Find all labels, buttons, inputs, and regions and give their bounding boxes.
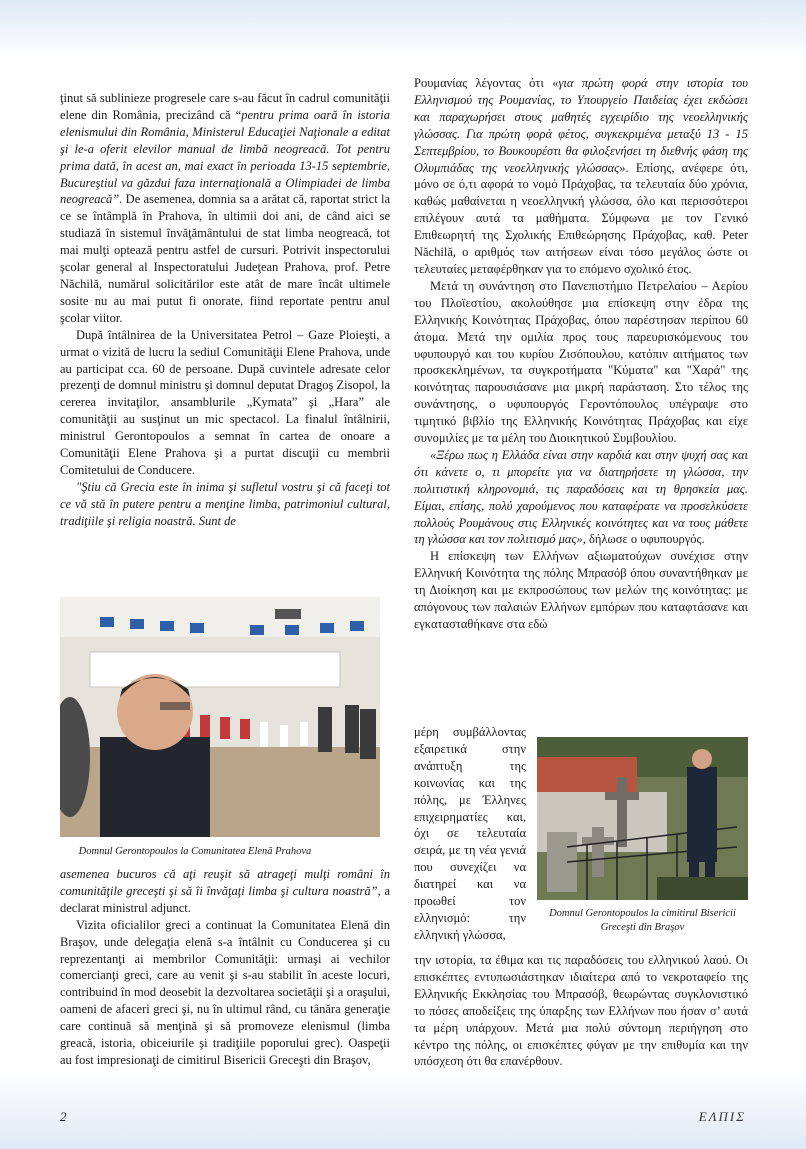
header-band: [0, 0, 806, 60]
page-number: 2: [60, 1109, 67, 1124]
left-column-bottom: [60, 866, 390, 1069]
paragraph: asemenea bucuros că aţi reuşit să atrageţi mulţi români în comunităţile greceşti şi să îi învăţaţi limba şi cultura noastră”, a declarat ministrul adjunct.: [60, 867, 390, 915]
photo-community-prahova-illustration: [60, 597, 380, 837]
paragraph: ţinut să sublinieze progresele care s-au făcut în cadrul comunităţii elene din România, precizând că “pentru prima oară în istoria elenismului din România, Ministerul Educaţiei Naţionale a editat şi le-a oferit elevilor manual de limbă neogreacă. Tot pentru prima dată, în acest an, mai exact în perioada 13-15 septembrie, Bucureştiul va găzdui faza internaţională a Olimpiadei de limba neogreacă”. De asemenea, domnia sa a arătat că, raportat strict la ce se întâmplă în Prahova, în ultimii doi ani, de când aici se studiază în sistemul învăţământului de stat limba neogreacă, tot mai mulţi optează pentru astfel de cursuri. Potrivit inspectorului şcolar general al Inspectoratului Judeţean Prahova, prof. Petre Năchilă, numărul solicitărilor este atât de mare încât ultimele sosite nu au mai putut fi onorate, fiind reportate pentru anul şcolar viitor.: [60, 91, 390, 325]
wrapped-text: [414, 724, 526, 944]
paragraph: Ρουμανίας λέγοντας ότι «για πρώτη φορά στην ιστορία του Ελληνισμού της Ρουμανίας, το Υπουργείο Παιδείας έχει εκδώσει και παραχωρήσει στους μαθητές εγχειρίδιο της νεοελληνικής γλώσσας. Για πρώτη φορά φέτος, συγκεκριμένα μεταξύ 13 - 15 Σεπτεμβρίου, το Βουκουρέστι θα φιλοξενήσει τη διεθνής φάση της Ολυμπιάδας της νεοελληνικής γλώσσας». Επίσης, ανέφερε ότι, μόνο σε ό,τι αφορά το νομό Πράχοβας, τα τελευταία δύο χρόνια, καθώς μαθαίνεται η νεοελληνική γλώσσα, όλο και περισσότεροι επιλέγουν αυτά τα μαθήματα. Σύμφωνα με τον Γενικό Επιθεωρητή της Σχολικής Επιθεώρησης Πράχοβας, καθ. Peter Năchilă, ο αριθμός των αιτήσεων είναι τόσο μεγάλος ώστε οι τελευταίες μεταφέρθηκαν για το επόμενο σχολικό έτος.: [414, 76, 748, 276]
photo-cemetery-brasov-illustration: [537, 737, 748, 900]
paragraph: Η επίσκεψη των Ελλήνων αξιωματούχων συνέχισε στην Ελληνική Κοινότητα της πόλης Μπρασόβ όπου συναντήθηκαν με τη Διοίκηση και με εκπροσώπους των μελών της κοινότητας: με απόγονους των παλαιών Ελλήνων εμπόρων που καταφτάσανε και εγκατασταθήκανε στα εδώ: [414, 549, 748, 631]
paragraph: După întâlnirea de la Universitatea Petrol – Gaze Ploieşti, a urmat o vizită de lucru la sediul Comunităţii Elene Prahova, unde au participat cca. 60 de persoane. După cuvintele adresate celor prezenţi de domnul ministru şi domnul deputat Dragoş Zisopol, la cererea invitaţilor, ansamblurile „Kymata” şi „Hara” ale comunităţii au susţinut un mic spectacol. La finalul întâlnirii, ministrul Gerontopoulos a semnat în cartea de onoare a Comunităţii Elene Prahova şi a purtat discuţii cu membrii Comitetului de Conducere.: [60, 327, 390, 477]
quote-paragraph: "Ştiu că Grecia este în inima şi sufletul vostru şi că faceţi tot ce vă stă în putere pentru a menţine limba, patrimoniul cultural, tradiţiile şi religia noastră. Sunt de: [60, 479, 390, 528]
photo-community-prahova: [60, 597, 380, 837]
photo-caption: Domnul Gerontopoulos la Comunitatea Elenă Prahova: [78, 846, 312, 857]
paragraph: την ιστορία, τα έθιμα και τις παραδόσεις του ελληνικού λαού. Οι επισκέπτες εντυπωσιάστηκαν ιδιαίτερα από το νεκροταφείο της Ελληνικής Εκκλησίας του Μπρασόβ, θεωρώντας συγκλονιστικό το πόσες αποδείξεις της ύπαρξης των Ελλήνων που ήσαν σ’ αυτά τα μέρη υπάρχουν. Μετά μια πολύ σύντομη περιήγηση στο κέντρο της πόλης, οι επισκέπτες φύγαν με την επιθυμία και την υπόσχεση ότι θα επανέρθουν.: [414, 953, 748, 1069]
photo-caption: Domnul Gerontopoulos la cimitirul Bisericii Greceşti din Braşov: [549, 908, 736, 933]
paragraph: Μετά τη συνάντηση στο Πανεπιστήμιο Πετρελαίου – Αερίου του Πλοϊεστίου, ακολούθησε μια επίσκεψη στην έδρα της Ελληνικής Κοινότητας Πράχοβας, όπου παρέστησαν περίπου 60 άτομα. Μετά την ομιλία προς τους παρευρισκόμενους του υφυπουργό και του κυρίου Ζισόπουλου, κατόπιν αιτήματος των προσκεκλημένων, τα συγκροτήματα "Κύματα" και "Χαρά" της κοινότητας παρουσιάσανε μια μικρή παράσταση. Στο τέλος της συνάντησης, ο υφυπουργός Γεροντόπουλος υπέγραψε στο τιμητικό βιβλίο της Ελληνικής Κοινότητας Πράχοβας και είχε συνομιλίες με τα μέλη του Διοικητικού Συμβουλίου.: [414, 278, 748, 446]
left-column-top: [60, 90, 390, 530]
photo-cemetery-brasov: [537, 737, 748, 900]
right-column-bottom: [414, 952, 748, 1070]
quote-paragraph: «Ξέρω πως η Ελλάδα είναι στην καρδιά και στην ψυχή σας και ότι κάνετε ο, τι μπορείτε για να διατηρήσετε τη γλώσσα, την πολιτιστική κληρονομιά, τις παραδόσεις και τη θρησκεία μας. Είμαι, επίσης, πολύ χαρούμενος που καταφέρατε να προσελκύσετε πολλούς Ρουμάνους στις Ελληνικές κοινότητες και να τους μάθετε τη γλώσσα και τον πολιτισμό μας», δήλωσε ο υφυπουργός.: [414, 447, 748, 547]
paragraph: Vizita oficialilor greci a continuat la Comunitatea Elenă din Braşov, unde delegaţia elenă s-a întâlnit cu Conducerea şi cu reprezentanţi ai membrilor Comunităţii: urmaşi ai vechilor comercianţi greci, care au venit şi s-au stabilit în aceste locuri, contribuind în mod deosebit la dezvoltarea societăţii şi a oraşului, oameni de afaceri greci şi, nu în ultimul rând, cu tânăra generaţie care continuă să menţină şi să promoveze elenismul (limba greacă, istoria, obiceiurile şi tradiţiile poporului grec). Oaspeţii au fost impresionaţi de cimitirul Bisericii Greceşti din Braşov,: [60, 917, 390, 1067]
right-column: [414, 75, 748, 633]
footer-band: [0, 1069, 806, 1149]
paragraph: μέρη συμβάλλοντας εξαιρετικά στην ανάπτυξη της κοινωνίας και της πόλης, με Έλληνες επιχειρηματίες και, όχι σε τελευταία σειρά, με τη νέα γενιά που συνεχίζει να διατηρεί και να προωθεί τον ελληνισμό: την ελληνική γλώσσα,: [414, 725, 526, 942]
journal-title: ΕΛΠΙΣ: [698, 1109, 746, 1124]
